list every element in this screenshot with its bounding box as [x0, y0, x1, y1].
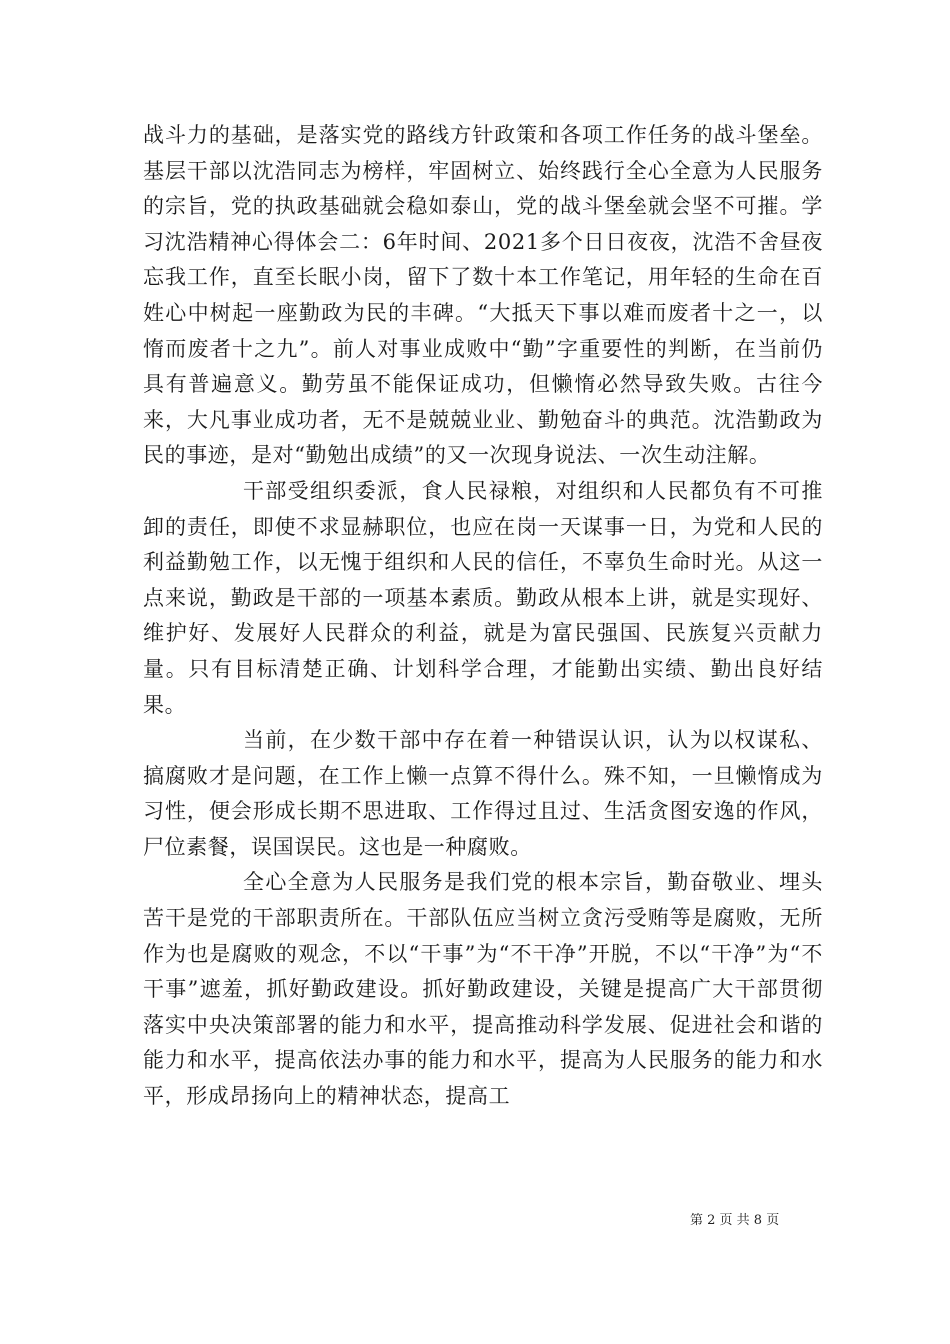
- paragraph-4: 全心全意为人民服务是我们党的根本宗旨，勤奋敬业、埋头苦干是党的干部职责所在。干部队伍应当树立贪污受贿等是腐败，无所作为也是腐败的观念，不以“干事”为“不干净”开脱，不以“干净”为“不干事”遮羞，抓好勤政建设。抓好勤政建设，关键是提高广大干部贯彻落实中央决策部署的能力和水平，提高推动科学发展、促进社会和谐的能力和水平，提高依法办事的能力和水平，提高为人民服务的能力和水平，形成昂扬向上的精神状态，提高工: [143, 870, 823, 1109]
- paragraph-1: 战斗力的基础，是落实党的路线方针政策和各项工作任务的战斗堡垒。基层干部以沈浩同志为榜样，牢固树立、始终践行全心全意为人民服务的宗旨，党的执政基础就会稳如泰山，党的战斗堡垒就会坚不可摧。学习沈浩精神心得体会二：6年时间、2021多个日日夜夜，沈浩不舍昼夜忘我工作，直至长眠小岗，留下了数十本工作笔记，用年轻的生命在百姓心中树起一座勤政为民的丰碑。“大抵天下事以难而废者十之一，以惰而废者十之九”。前人对事业成败中“勤”字重要性的判断，在当前仍具有普遍意义。勤劳虽不能保证成功，但懒惰必然导致失败。古往今来，大凡事业成功者，无不是兢兢业业、勤勉奋斗的典范。沈浩勤政为民的事迹，是对“勤勉出成绩”的又一次现身说法、一次生动注解。: [143, 123, 823, 468]
- paragraph-2: 干部受组织委派，食人民禄粮，对组织和人民都负有不可推卸的责任，即使不求显赫职位，也应在岗一天谋事一日，为党和人民的利益勤勉工作，以无愧于组织和人民的信任，不辜负生命时光。从这一点来说，勤政是干部的一项基本素质。勤政从根本上讲，就是实现好、维护好、发展好人民群众的利益，就是为富民强国、民族复兴贡献力量。只有目标清楚正确、计划科学合理，才能勤出实绩、勤出良好结果。: [143, 478, 823, 717]
- paragraph-3: 当前，在少数干部中存在着一种错误认识，认为以权谋私、搞腐败才是问题，在工作上懒一点算不得什么。殊不知，一旦懒惰成为习性，便会形成长期不思进取、工作得过且过、生活贪图安逸的作风，尸位素餐，误国误民。这也是一种腐败。: [143, 728, 823, 859]
- page-number-footer: 第 2 页 共 8 页: [690, 1213, 780, 1228]
- document-body: [143, 118, 823, 1115]
